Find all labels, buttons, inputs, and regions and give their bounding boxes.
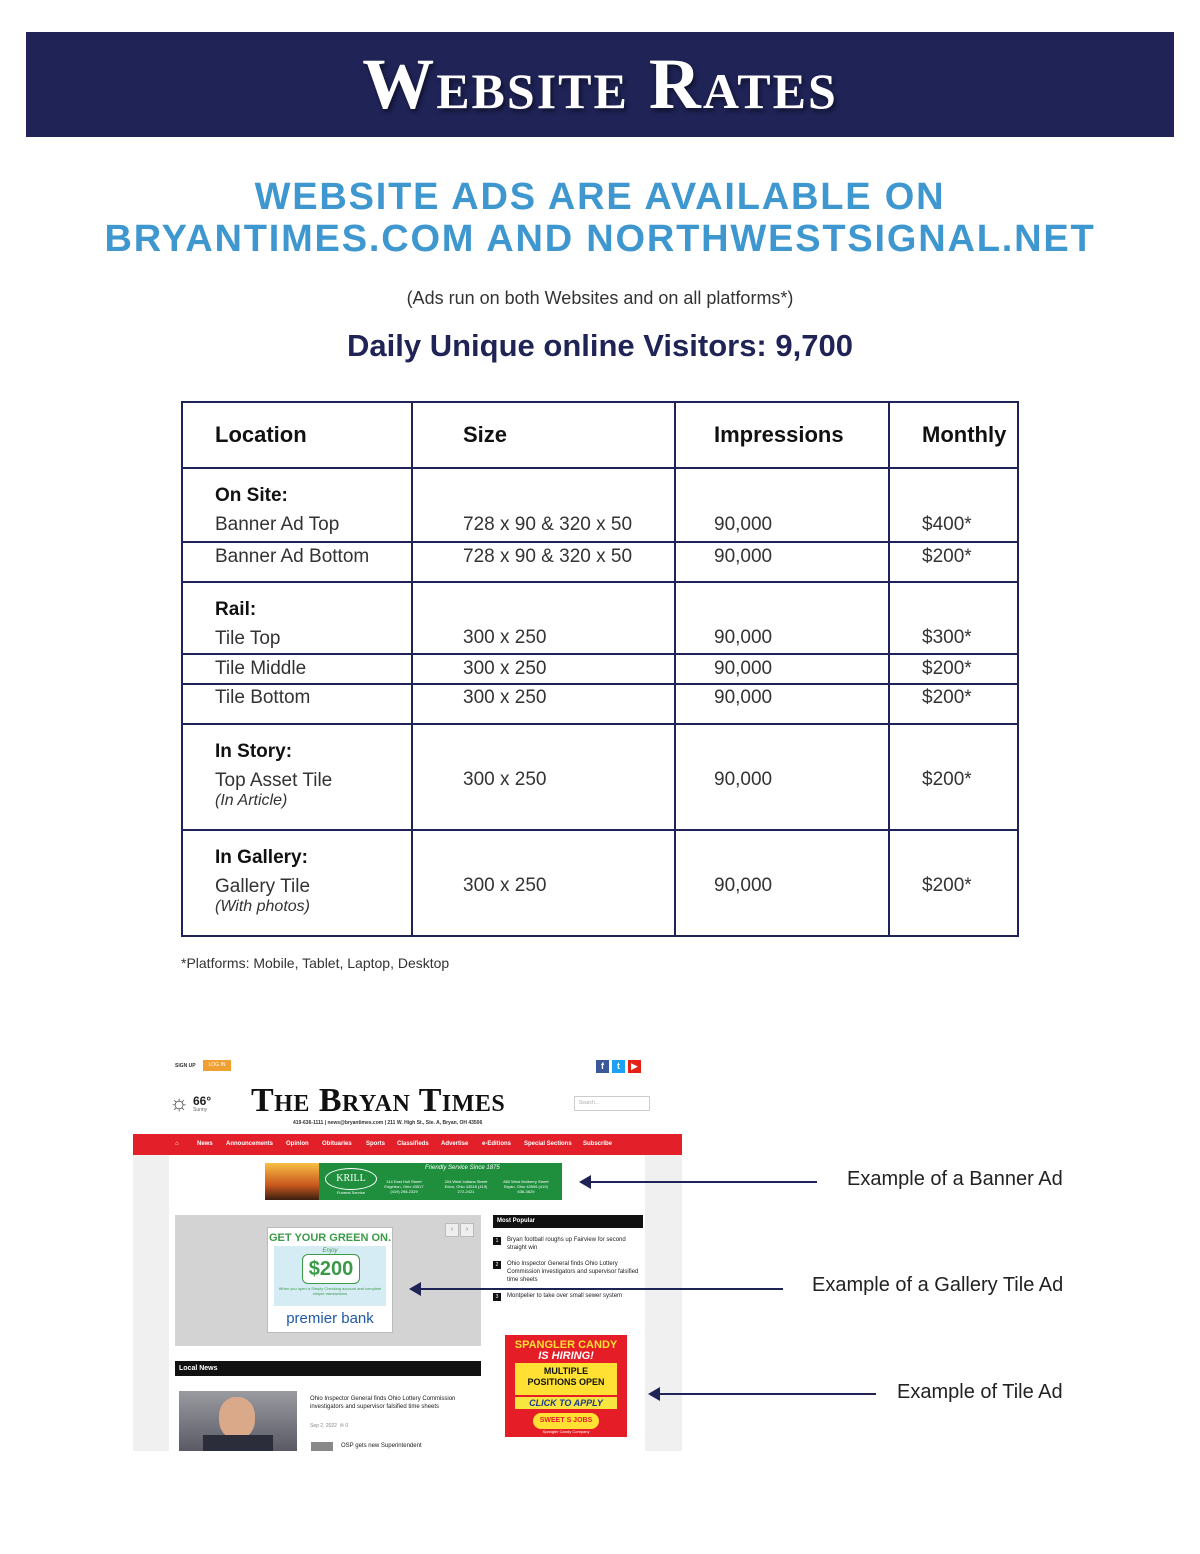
nav-item-e-editions[interactable]: e-Editions bbox=[482, 1141, 512, 1147]
arrow-line bbox=[419, 1288, 783, 1290]
impressions-cell: 90,000 bbox=[714, 769, 773, 790]
table-row bbox=[182, 468, 1018, 542]
search-input[interactable]: Search... bbox=[574, 1096, 650, 1111]
nav-item-opinion[interactable]: Opinion bbox=[286, 1141, 309, 1147]
section-label: In Gallery: bbox=[215, 847, 308, 868]
size-cell: 300 x 250 bbox=[463, 875, 547, 896]
banner-ad-callout: Example of a Banner Ad bbox=[847, 1168, 1063, 1190]
sun-icon: ☼ bbox=[169, 1090, 190, 1115]
local-news-header: Local News bbox=[175, 1361, 481, 1376]
monthly-cell: $200* bbox=[922, 769, 972, 790]
monthly-cell: $200* bbox=[922, 687, 972, 708]
tile-ad-line: POSITIONS OPEN bbox=[527, 1377, 605, 1387]
monthly-cell: $200* bbox=[922, 658, 972, 679]
gallery-ad-headline: GET YOUR GREEN ON. bbox=[268, 1232, 392, 1244]
nav-item-special-sections[interactable]: Special Sections bbox=[524, 1141, 572, 1147]
monthly-cell: $200* bbox=[922, 546, 972, 567]
tile-ad-cta: CLICK TO APPLY bbox=[515, 1397, 617, 1409]
availability-heading bbox=[0, 176, 1200, 260]
section-label: Rail: bbox=[215, 599, 257, 620]
impressions-cell: 90,000 bbox=[714, 658, 773, 679]
section-cell bbox=[182, 468, 412, 542]
banner-address: 204 West Indiana Street Edon, Ohio 43518 (419) 272-2421 bbox=[444, 1179, 488, 1194]
availability-line-1: WEBSITE ADS ARE AVAILABLE ON bbox=[254, 176, 946, 218]
tile-ad[interactable] bbox=[505, 1335, 627, 1437]
table-row bbox=[182, 542, 1018, 582]
gallery-ad-bank: premier bank bbox=[286, 1310, 374, 1327]
tile-ad-line: MULTIPLE bbox=[543, 1366, 589, 1376]
table-header-row bbox=[182, 402, 1018, 468]
size-cell: 300 x 250 bbox=[463, 687, 547, 708]
size-cell: 300 x 250 bbox=[463, 769, 547, 790]
impressions-cell: 90,000 bbox=[714, 546, 773, 567]
banner-ad[interactable] bbox=[265, 1163, 562, 1200]
section-label: In Story: bbox=[215, 741, 293, 762]
location-cell: Banner Ad Top bbox=[215, 514, 340, 535]
column-header-impressions: Impressions bbox=[675, 402, 889, 468]
youtube-icon[interactable]: ▶ bbox=[628, 1060, 641, 1073]
signup-link[interactable]: SIGN UP bbox=[175, 1063, 196, 1069]
table-row bbox=[182, 582, 1018, 654]
column-header-location: Location bbox=[182, 402, 412, 468]
impressions-cell: 90,000 bbox=[714, 627, 773, 648]
monthly-cell: $400* bbox=[922, 514, 972, 535]
table-row bbox=[182, 830, 1018, 936]
news-thumb[interactable] bbox=[311, 1442, 333, 1451]
gallery-ad-fine-print: When you open a Simply Checking account and complete simple transactions bbox=[278, 1286, 382, 1296]
nav-item-announcements[interactable]: Announcements bbox=[226, 1141, 274, 1147]
table-row bbox=[182, 654, 1018, 684]
location-cell: Tile Top bbox=[215, 628, 281, 649]
tile-ad-box bbox=[515, 1363, 617, 1395]
location-cell: Top Asset Tile bbox=[215, 770, 333, 791]
monthly-cell: $300* bbox=[922, 627, 972, 648]
login-button[interactable]: LOG IN bbox=[203, 1060, 231, 1071]
nav-item-classifieds[interactable]: Classifieds bbox=[397, 1141, 429, 1147]
impressions-cell: 90,000 bbox=[714, 875, 773, 896]
home-icon[interactable]: ⌂ bbox=[175, 1141, 179, 1147]
top-strip bbox=[133, 1058, 682, 1076]
arrow-line bbox=[589, 1181, 817, 1183]
location-cell: Gallery Tile bbox=[215, 876, 311, 897]
comment-count: 0 bbox=[345, 1423, 349, 1429]
weather-condition: Sunny bbox=[193, 1107, 208, 1113]
impressions-cell: 90,000 bbox=[714, 687, 773, 708]
gallery-ad-offer bbox=[274, 1246, 386, 1306]
most-popular-item[interactable]: Ohio Inspector General finds Ohio Lottery Commission investigators and supervisor falsified time sheets bbox=[507, 1261, 639, 1283]
table-row bbox=[182, 684, 1018, 724]
masthead bbox=[133, 1076, 682, 1134]
location-cell: Banner Ad Bottom bbox=[215, 546, 370, 567]
nav-item-obituaries[interactable]: Obituaries bbox=[322, 1141, 352, 1147]
krill-logo: KRILL bbox=[325, 1168, 377, 1190]
rank-badge: 3 bbox=[493, 1293, 501, 1301]
rank-badge: 1 bbox=[493, 1237, 501, 1245]
prev-arrow-icon[interactable]: ‹ bbox=[445, 1223, 459, 1237]
daily-visitors: Daily Unique online Visitors: 9,700 bbox=[347, 328, 853, 363]
size-cell: 300 x 250 bbox=[463, 627, 547, 648]
section-label: On Site: bbox=[215, 485, 288, 506]
impressions-cell: 90,000 bbox=[714, 514, 773, 535]
krill-sub: Funeral Service bbox=[336, 1190, 365, 1195]
tile-ad-line: IS HIRING! bbox=[538, 1350, 594, 1362]
location-cell: Tile Middle bbox=[215, 658, 307, 679]
platforms-footnote: *Platforms: Mobile, Tablet, Laptop, Desktop bbox=[181, 955, 450, 971]
monthly-cell: $200* bbox=[922, 875, 972, 896]
tile-ad-line: SPANGLER CANDY bbox=[514, 1339, 618, 1351]
size-cell: 300 x 250 bbox=[463, 658, 547, 679]
page-title: Website Rates bbox=[362, 44, 838, 124]
facebook-icon[interactable]: f bbox=[596, 1060, 609, 1073]
table-row bbox=[182, 724, 1018, 830]
portrait-face bbox=[219, 1397, 255, 1439]
gallery-tile-ad[interactable] bbox=[267, 1227, 393, 1333]
site-contact: 419-636-1111 | news@bryantimes.com | 211 W. High St., Ste. A, Bryan, OH 43506 bbox=[293, 1120, 483, 1126]
column-header-monthly: Monthly bbox=[889, 402, 1018, 468]
nav-bar bbox=[133, 1134, 682, 1155]
news-photo[interactable] bbox=[179, 1391, 297, 1451]
column-header-size: Size bbox=[412, 402, 675, 468]
news-headline-2[interactable]: OSP gets new Superintendent bbox=[341, 1443, 422, 1449]
size-cell: 728 x 90 & 320 x 50 bbox=[463, 514, 633, 535]
size-cell: 728 x 90 & 320 x 50 bbox=[463, 546, 633, 567]
gallery-ad-enjoy: Enjoy bbox=[322, 1248, 338, 1254]
portrait-suit bbox=[203, 1435, 273, 1451]
gallery bbox=[175, 1215, 481, 1346]
tile-ad-sub: Spangler Candy Company bbox=[542, 1429, 590, 1434]
next-arrow-icon[interactable]: › bbox=[460, 1223, 474, 1237]
twitter-icon[interactable]: t bbox=[612, 1060, 625, 1073]
most-popular-item[interactable]: Montpelier to take over small sewer system bbox=[507, 1293, 623, 1299]
nav-item-news[interactable]: News bbox=[197, 1141, 213, 1147]
arrow-line bbox=[658, 1393, 876, 1395]
availability-line-2: BRYANTIMES.COM AND NORTHWESTSIGNAL.NET bbox=[104, 218, 1096, 260]
page-content bbox=[169, 1155, 645, 1451]
header-banner bbox=[26, 32, 1174, 137]
subtitle: (Ads run on both Websites and on all platforms*) bbox=[406, 288, 794, 308]
news-headline[interactable]: Ohio Inspector General finds Ohio Lottery Commission investigators and supervisor falsified time sheets bbox=[310, 1396, 456, 1410]
comment-icon: ✉ bbox=[339, 1423, 344, 1429]
news-date bbox=[310, 1423, 348, 1429]
site-logo[interactable]: The Bryan Times bbox=[251, 1082, 506, 1119]
tile-ad-logo: SWEET S JOBS bbox=[533, 1413, 599, 1429]
banner-address: 114 East Hull Street Edgerton, Ohio 43517 (419) 298-2329 bbox=[384, 1179, 424, 1194]
nav-item-subscribe[interactable]: Subscribe bbox=[583, 1141, 613, 1147]
location-note: (In Article) bbox=[215, 792, 288, 809]
banner-tagline: Friendly Service Since 1875 bbox=[425, 1165, 500, 1171]
gallery-ad-callout: Example of a Gallery Tile Ad bbox=[812, 1274, 1064, 1296]
most-popular-item[interactable]: Bryan football roughs up Fairview for second straight win bbox=[507, 1237, 626, 1251]
tile-ad-callout: Example of Tile Ad bbox=[897, 1381, 1063, 1403]
gallery-ad-amount: $200 bbox=[302, 1254, 360, 1284]
sunset-image bbox=[265, 1163, 319, 1200]
nav-item-sports[interactable]: Sports bbox=[366, 1141, 386, 1147]
rank-badge: 2 bbox=[493, 1261, 501, 1269]
location-cell: Tile Bottom bbox=[215, 687, 311, 708]
location-note: (With photos) bbox=[215, 898, 310, 915]
nav-item-advertise[interactable]: Advertise bbox=[441, 1141, 469, 1147]
weather-temp: 66° bbox=[193, 1094, 212, 1108]
rates-table bbox=[181, 401, 1019, 937]
most-popular-header: Most Popular bbox=[493, 1215, 643, 1228]
news-date-text: Sep 2, 2022 bbox=[310, 1423, 337, 1429]
banner-address: 860 West Mulberry Street Bryan, Ohio 43506 (419) 636-3629 bbox=[503, 1179, 549, 1194]
website-screenshot bbox=[133, 1058, 682, 1451]
